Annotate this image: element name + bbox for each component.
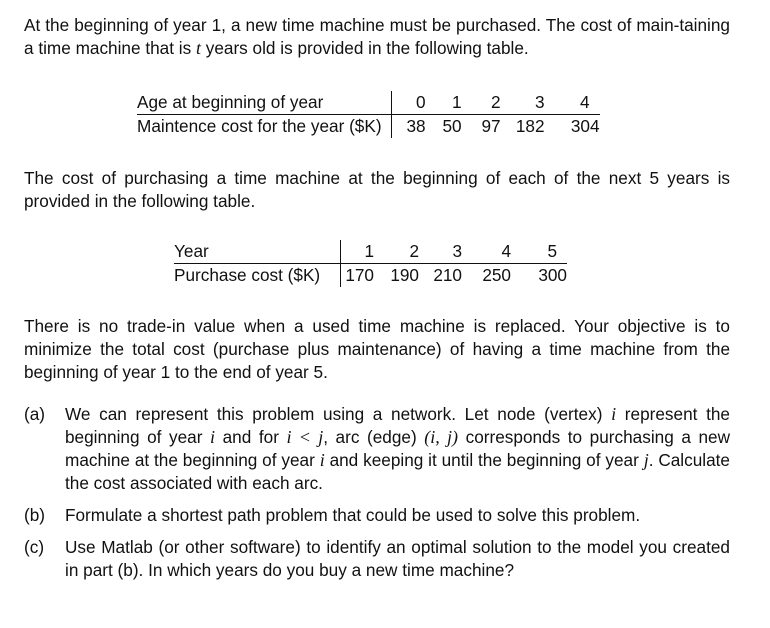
question-item-b <box>24 504 730 527</box>
year-cell: 3 <box>419 240 462 264</box>
intro-text-2: years old is provided in the following table. <box>200 38 529 58</box>
purchase-intro-paragraph: The cost of purchasing a time machine at the beginning of each of the next 5 years is provided in the following table. <box>24 168 730 211</box>
question-item-c <box>24 536 730 582</box>
row-label-purchase-cost: Purchase cost ($K) <box>174 265 321 285</box>
purchase-cost-table <box>174 240 567 287</box>
age-cell: 3 <box>501 91 545 115</box>
year-cell: 2 <box>374 240 419 264</box>
question-item-a <box>24 403 730 495</box>
maintenance-cost-cell: 50 <box>442 116 462 136</box>
age-cell: 2 <box>462 91 501 115</box>
year-cell: 5 <box>511 240 567 264</box>
purchase-cost-cell: 170 <box>341 264 375 288</box>
purchase-cost-cell: 210 <box>433 265 462 285</box>
maintenance-cost-cell: 182 <box>515 116 545 136</box>
purchase-cost-cell: 250 <box>482 265 511 285</box>
question-a-text: . Calculate the cost associated with each arc. <box>65 450 730 493</box>
row-label-maintenance-cost: Maintence cost for the year ($K) <box>137 116 382 136</box>
math-j: j <box>643 450 649 470</box>
maintenance-cost-cell: 304 <box>570 116 600 136</box>
table-row-maintenance-cost <box>137 115 600 139</box>
question-c-text: Use Matlab (or other software) to identify an optimal solution to the model you created in part (b). In which years do you buy a new time machine? <box>65 537 730 580</box>
math-i: i <box>210 427 216 447</box>
age-cell: 4 <box>545 91 600 115</box>
purchase-cost-cell: 190 <box>390 265 419 285</box>
question-a-text: We can represent this problem using a network. Let node (vertex) <box>65 404 612 424</box>
year-cell: 1 <box>341 240 375 264</box>
age-cell: 1 <box>426 91 462 115</box>
question-label-b: (b) <box>24 505 46 525</box>
intro-text-1: At the beginning of year 1, a new time machine must be purchased. The cost of main-taining a time machine that is <box>24 15 730 58</box>
math-i: i <box>611 404 617 424</box>
purchase-cost-cell: 300 <box>538 265 567 285</box>
question-label-a: (a) <box>24 404 46 424</box>
maintenance-cost-table <box>137 91 600 138</box>
math-arc-ij: (i, j) <box>424 427 459 447</box>
table-row-year <box>174 240 567 264</box>
question-b-text: Formulate a shortest path problem that could be used to solve this problem. <box>65 505 641 525</box>
question-a-text: corresponds to purchasing a new machine at the beginning of year <box>65 427 730 470</box>
maintenance-cost-cell: 97 <box>481 116 501 136</box>
maintenance-cost-cell: 38 <box>391 115 426 139</box>
question-list <box>24 403 730 582</box>
question-label-c: (c) <box>24 537 45 557</box>
row-label-age: Age at beginning of year <box>137 91 391 115</box>
math-var-t: t <box>195 38 201 58</box>
question-a-text: , arc (edge) <box>323 427 425 447</box>
age-cell: 0 <box>391 91 426 115</box>
question-a-text: and for <box>215 427 287 447</box>
question-a-text: and keeping it until the beginning of year <box>324 450 644 470</box>
math-i-less-j: i < j <box>286 427 324 447</box>
table-row-age <box>137 91 600 115</box>
objective-paragraph: There is no trade-in value when a used time machine is replaced. Your objective is to minimize the total cost (purchase plus maintenance) of having a time machine from the beginning of year 1 to the end of year 5. <box>24 316 730 382</box>
year-cell: 4 <box>462 240 511 264</box>
table-row-purchase-cost <box>174 264 567 288</box>
intro-paragraph <box>24 14 730 60</box>
math-i: i <box>319 450 325 470</box>
question-a-text: represent the beginning of year <box>65 404 730 447</box>
row-label-year: Year <box>174 240 341 264</box>
